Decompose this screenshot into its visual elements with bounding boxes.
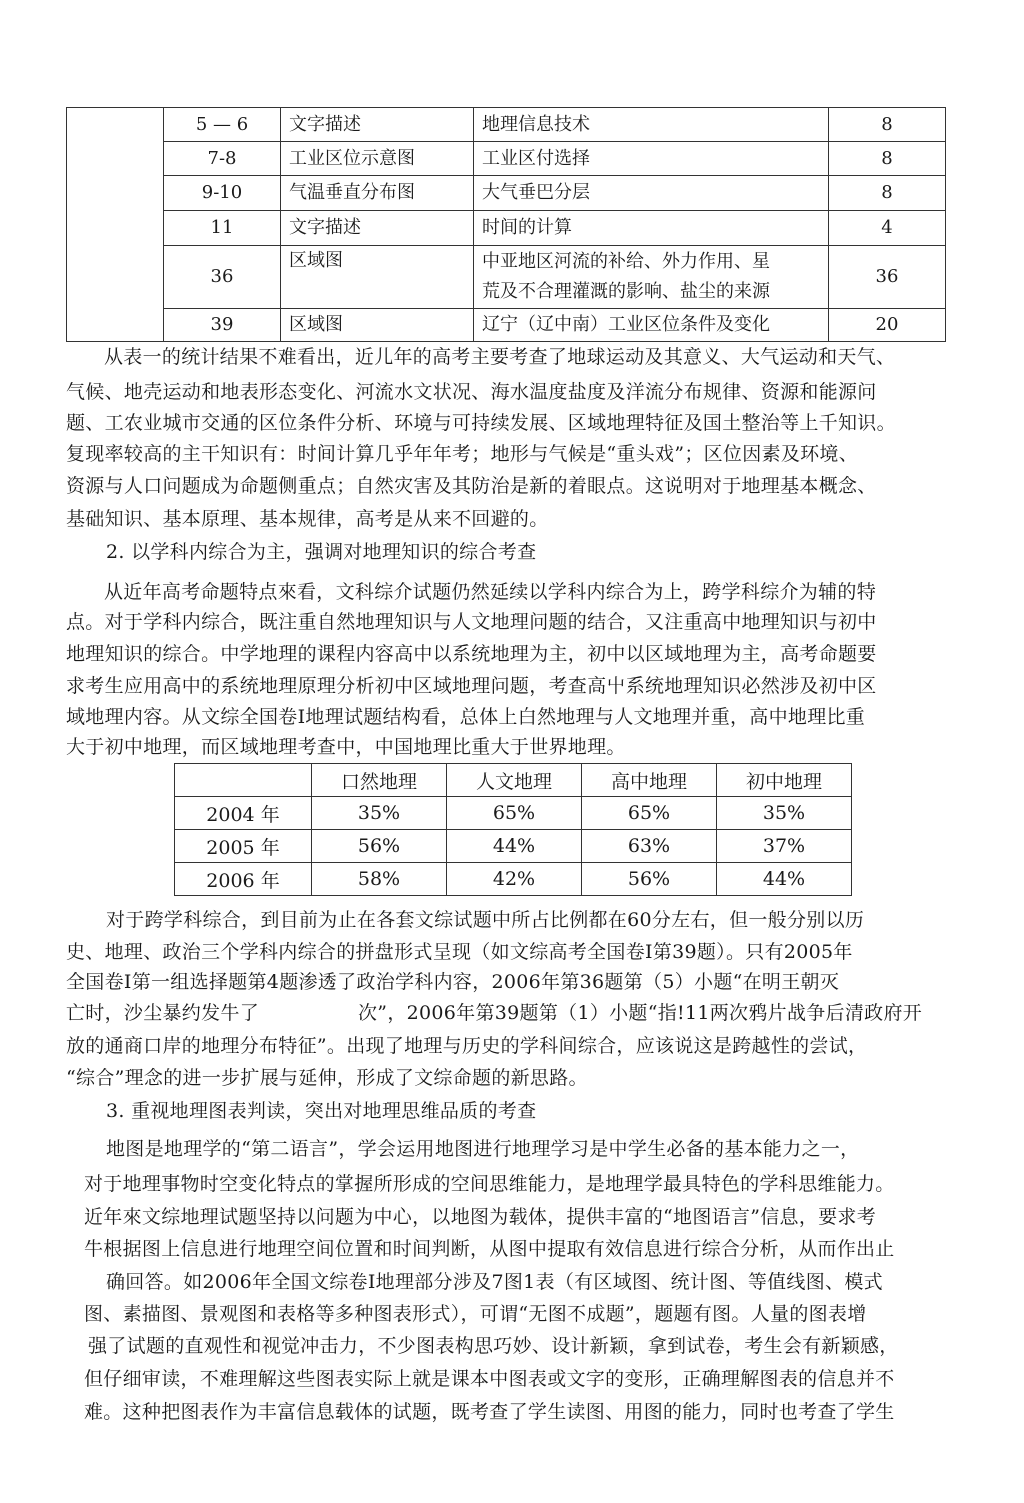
paragraph-line: 题、工农业城市交通的区位条件分析、环境与可持续发展、区域地理特征及国土整治等上千知识。: [66, 412, 896, 434]
year-cell: 2004 年: [175, 797, 312, 830]
figure-type: 工业区位示意图: [281, 142, 474, 176]
score: 36: [829, 246, 946, 309]
paragraph-line: 基础知识、基本原理、基本规律，高考是从来不回避的。: [66, 508, 549, 530]
topic: [474, 246, 829, 309]
value-cell: 58%: [312, 863, 447, 896]
figure-type: 区域图: [281, 309, 474, 342]
table-row: [67, 309, 946, 342]
paragraph-line: 气候、地壳运动和地表形态变化、河流水文状况、海水温度盐度及洋流分布规律、资源和能源问: [66, 381, 877, 403]
score: 8: [829, 176, 946, 211]
paragraph-line: 亡时，沙尘暴约发牛了: [66, 1002, 260, 1024]
figure-type: 区域图: [281, 246, 474, 309]
score: 20: [829, 309, 946, 342]
score: 4: [829, 211, 946, 246]
topic: 地理信息技术: [474, 108, 829, 142]
paragraph-line: 难。这种把图表作为丰富信息载体的试题，既考查了学生读图、用图的能力，同时也考查了学生: [84, 1401, 895, 1423]
paragraph-line: 次”，2006年第39题第（1）小题“指!11两次鸦片战争后清政府开: [358, 1002, 923, 1024]
paragraph-line: 强了试题的直观性和视觉冲击力，不少图表构思巧妙、设计新颖，拿到试卷，考生会有新颖感，: [88, 1335, 899, 1357]
proportion-table: [174, 763, 852, 896]
value-cell: 65%: [447, 797, 582, 830]
year-cell: 2006 年: [175, 863, 312, 896]
score: 8: [829, 108, 946, 142]
topic: 工业区付选择: [474, 142, 829, 176]
paragraph-line: “综合”理念的进一步扩展与延伸，形成了文综命题的新思路。: [66, 1067, 588, 1089]
topic: 大气垂巴分层: [474, 176, 829, 211]
paragraph-line: 资源与人口问题成为命题侧重点；自然灾害及其防治是新的着眼点。这说明对于地理基本概念、: [66, 475, 877, 497]
figure-type: 文字描述: [281, 211, 474, 246]
paragraph-line: 地图是地理学的“第二语言”，学会运用地图进行地理学习是中学生必备的基本能力之一，: [106, 1138, 860, 1160]
topic: 辽宁（辽中南）工业区位条件及变化: [474, 309, 829, 342]
figure-type: 气温垂直分布图: [281, 176, 474, 211]
question-number: 36: [164, 246, 281, 309]
paragraph-line: 域地理内容。从文综全国卷I地理试题结构看，总体上白然地理与人文地理并重，高中地理比重: [66, 706, 866, 728]
question-number: 11: [164, 211, 281, 246]
blank-cell: [67, 108, 164, 342]
value-cell: 44%: [717, 863, 852, 896]
exam-content-table: [66, 107, 946, 342]
paragraph-line: 大于初中地理，而区域地理考查中，中国地理比重大于世界地理。: [66, 736, 626, 758]
paragraph-line: 史、地理、政治三个学科内综合的拼盘形式呈现（如文综高考全国卷I第39题）。只有2005年: [66, 941, 853, 963]
table-row: [175, 797, 852, 830]
value-cell: 44%: [447, 830, 582, 863]
paragraph-line: 确回答。如2006年全国文综卷I地理部分涉及7图1表（有区域图、统计图、等值线图、模式: [106, 1271, 883, 1293]
figure-type: 文字描述: [281, 108, 474, 142]
paragraph-line: 近年來文综地理试题坚持以问题为中心，以地图为载体，提供丰富的“地图语言”信息，要求考: [84, 1206, 877, 1228]
paragraph-line: 图、素描图、景观图和表格等多种图表形式），可谓“无图不成题”，题题有图。人量的图表增: [84, 1303, 867, 1325]
column-header: 口然地理: [312, 764, 447, 797]
topic-line-1: 中亚地区河流的补给、外力作用、星: [482, 251, 770, 272]
paragraph-line: 点。对于学科内综合，既注重自然地理知识与人文地理问题的结合，又注重高中地理知识与初中: [66, 611, 877, 633]
value-cell: 35%: [717, 797, 852, 830]
question-number: 7-8: [164, 142, 281, 176]
value-cell: 35%: [312, 797, 447, 830]
value-cell: 63%: [582, 830, 717, 863]
value-cell: 42%: [447, 863, 582, 896]
paragraph-line: 从近年高考命题特点來看，文科综介试题仍然延续以学科内综合为上，跨学科综介为辅的特: [104, 581, 877, 603]
paragraph-line: 复现率较高的主干知识有：时间计算几乎年年考；地形与气候是“重头戏”；区位因素及环境、: [66, 443, 859, 465]
table-row: [67, 142, 946, 176]
paragraph-line: 牛根据图上信息进行地理空间位置和时间判断，从图中提取有效信息进行综合分析，从而作出止: [84, 1238, 895, 1260]
question-number: 39: [164, 309, 281, 342]
question-number: 9-10: [164, 176, 281, 211]
paragraph-line: 但仔细审读，不难理解这些图表实际上就是课本中图表或文字的变形，正确理解图表的信息并不: [84, 1368, 895, 1390]
paragraph-line: 对于跨学科综合，到目前为止在各套文综试题中所占比例都在60分左右，但一般分别以历: [106, 909, 865, 931]
topic-line-2: 荒及不合理灌溉的影响、盐尘的来源: [482, 281, 770, 302]
value-cell: 65%: [582, 797, 717, 830]
column-header: 初中地理: [717, 764, 852, 797]
question-number: 5 — 6: [164, 108, 281, 142]
section-heading: 3. 重视地理图表判读，突出对地理思维品质的考查: [106, 1100, 537, 1122]
year-cell: 2005 年: [175, 830, 312, 863]
corner-cell: [175, 764, 312, 797]
table-row: [175, 863, 852, 896]
section-heading: 2. 以学科内综合为主，强调对地理知识的综合考查: [106, 541, 537, 563]
value-cell: 56%: [582, 863, 717, 896]
table-row: [67, 211, 946, 246]
column-header: 人文地理: [447, 764, 582, 797]
paragraph-line: 全国卷I第一组选择题第4题渗透了政治学科内容，2006年第36题第（5）小题“在明王朝灭: [66, 971, 840, 993]
score: 8: [829, 142, 946, 176]
topic: 时间的计算: [474, 211, 829, 246]
paragraph-line: 求考生应用高中的系统地理原理分析初中区域地理问题，考查高屮系统地理知识必然涉及初中区: [66, 675, 877, 697]
paragraph-line: 放的通商口岸的地理分布特征”。出现了地理与历史的学科间综合，应该说这是跨越性的尝试，: [66, 1035, 868, 1057]
paragraph-line: 对于地理事物时空变化特点的掌握所形成的空间思维能力，是地理学最具特色的学科思维能力。: [84, 1173, 895, 1195]
column-header: 高中地理: [582, 764, 717, 797]
value-cell: 37%: [717, 830, 852, 863]
table-row: [67, 246, 946, 309]
table-header-row: [175, 764, 852, 797]
table-row: [175, 830, 852, 863]
paragraph-line: 地理知识的综合。中学地理的课程内容高中以系统地理为主，初中以区域地理为主，高考命题要: [66, 643, 877, 665]
value-cell: 56%: [312, 830, 447, 863]
table-row: [67, 108, 946, 142]
table-row: [67, 176, 946, 211]
paragraph-line: 从表一的统计结果不难看出，近儿年的高考主要考查了地球运动及其意义、大气运动和天气、: [104, 346, 896, 368]
